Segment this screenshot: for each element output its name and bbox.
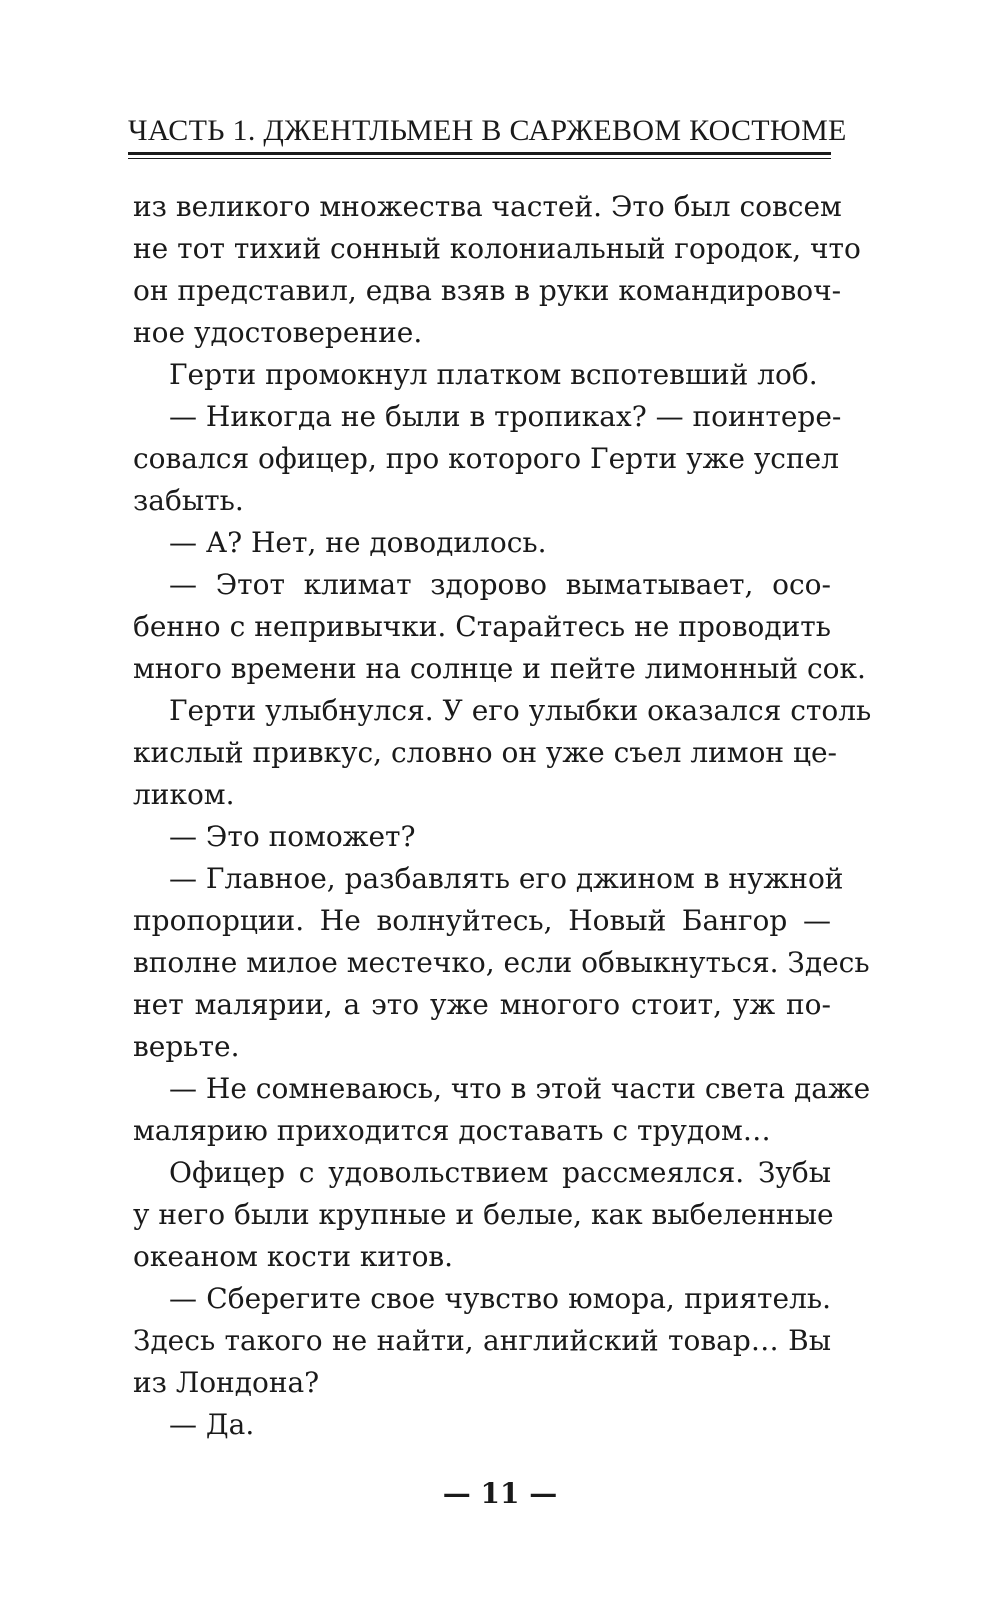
text-line: ное удостоверение. [133,316,423,349]
text-line: Здесь такого не найти, английский товар… Вы [133,1324,831,1357]
text-line: малярию приходится доставать с трудом… [133,1114,771,1147]
text-line: из Лондона? [133,1366,320,1399]
text-line: вполне милое местечко, если обвыкнуться. Здесь [133,946,870,979]
text-line: — Главное, разбавлять его джином в нужной [169,862,844,895]
body-text [133,186,872,1446]
text-line: верьте. [133,1030,240,1063]
text-line: Герти промокнул платком вспотевший лоб. [169,358,818,391]
running-head: ЧАСТЬ 1. ДЖЕНТЛЬМЕН В САРЖЕВОМ КОСТЮМЕ [128,114,847,147]
text-line: у него были крупные и белые, как выбеленные [133,1198,834,1231]
text-line: — Сберегите свое чувство юмора, приятель. [169,1282,831,1315]
text-line: Герти улыбнулся. У его улыбки оказался столь [169,694,872,727]
text-line: забыть. [133,484,244,517]
text-line: — А? Нет, не доводилось. [169,526,547,559]
text-line: он представил, едва взяв в руки командировоч- [133,274,842,307]
text-line: — Да. [169,1408,255,1441]
text-line: не тот тихий сонный колониальный городок, что [133,232,861,265]
header-rule-thin [128,158,831,159]
text-line: бенно с непривычки. Старайтесь не проводить [133,610,831,643]
text-line: Офицер с удовольствием рассмеялся. Зубы [169,1156,831,1189]
header-rule-thick [128,152,831,155]
text-line: нет малярии, а это уже многого стоит, уж по- [133,988,831,1021]
text-line: — Никогда не были в тропиках? — поинтере- [169,400,842,433]
text-line: кислый привкус, словно он уже съел лимон це- [133,736,838,769]
text-line: — Это поможет? [169,820,416,853]
page-number: — 11 — [442,1477,558,1510]
text-line: из великого множества частей. Это был совсем [133,190,842,223]
text-line: — Этот климат здорово выматывает, осо- [169,568,831,601]
text-line: много времени на солнце и пейте лимонный сок. [133,652,866,685]
text-line: океаном кости китов. [133,1240,454,1273]
text-line: совался офицер, про которого Герти уже успел [133,442,839,475]
text-line: — Не сомневаюсь, что в этой части света даже [169,1072,871,1105]
text-line: ликом. [133,778,235,811]
text-line: пропорции. Не волнуйтесь, Новый Бангор — [133,904,831,937]
